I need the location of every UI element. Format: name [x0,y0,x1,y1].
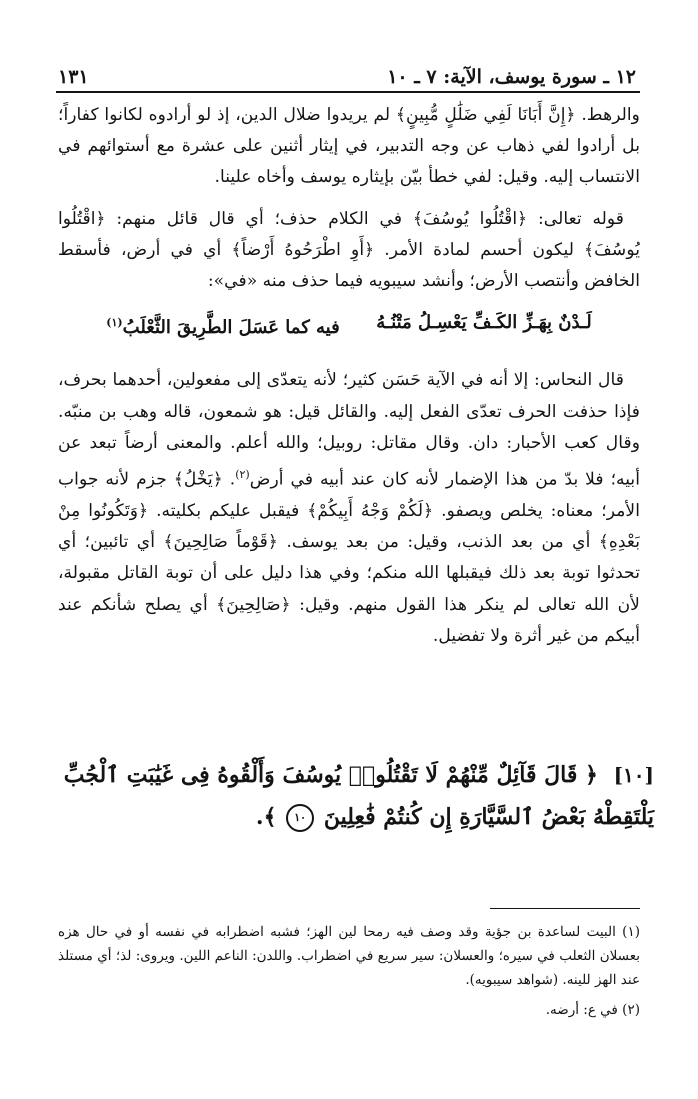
verse-text: ﴿ قَالَ قَآئِلٌ مِّنْهُمْ لَا تَقْتُلُوا۟ يُوسُفَ وَأَلْقُوهُ فِى غَيَٰبَتِ ٱلْجُبِّ يَلْتَقِطْهُ بَعْضُ ٱلسَّيَّارَةِ إِن كُنتُمْ فَٰعِلِينَ [63,762,654,830]
footnote-rule [490,908,640,909]
header-rule [56,91,640,93]
footnotes [58,920,640,1028]
ayah-end-marker: ١٠ [286,804,314,832]
footnote-ref-1: (١) [106,316,123,330]
verse-hemistich-left: فيه كما عَسَلَ الطَّرِيقَ الثَّعْلَبُ$^{(١)}$ [106,316,340,339]
commentary-body [58,100,640,662]
header-title: ١٢ ـ سورة يوسف، الآية: ٧ ـ ١٠ [387,66,636,88]
footnote-2: (٢) في ع: أرضه. [545,1002,640,1018]
verse-number: [١٠] [613,763,654,787]
paragraph-2: قوله تعالى: ﴿اقْتُلُوا يُوسُفَ﴾ في الكلام حذف؛ أي قال قائل منهم: ﴿اقْتُلُوا يُوسُفَ﴾ ليكون أحسم لمادة الأمر. ﴿أَوِ اطْرَحُوهُ أَرْضاً﴾ أي في أرض، فأسقط الخافض وأنتصب الأرض؛ وأنشد سيبويه فيما حذف منه «في»: [58,208,640,292]
paragraph-1: والرهط. ﴿إِنَّ أَبَانَا لَفِي ضَلَٰلٍ مُّبِينٍ﴾ لم يريدوا ضلال الدين، إذ لو أرادوه لكانوا كفاراً؛ بل أرادوا لفي ذهاب عن وجه التدبير، في إيثار أثنين على عشرة مع أستوائهم في الانتساب إليه. وقيل: لفي خطأ بيّن بإيثاره يوسف وأخاه علينا. [58,105,640,188]
page-number: ١٣١ [58,66,89,88]
paragraph-3: قال النحاس: إلا أنه في الآية حَسَن كثير؛ لأنه يتعدّى إلى مفعولين، أحدهما بحرف، فإذا حذفت الحرف تعدّى الفعل إليه. والقائل قيل: هو شمعون، قاله وهب بن منبّه. وقال كعب الأحبار: دان. وقال مقاتل: روبيل؛ والله أعلم. والمعنى أرضاً تبعد عن أبيه؛ فلا بدّ من هذا الإضمار لأنه كان عند أبيه في أرض$^{(٢)}$. ﴿يَخْلُ﴾ جزم لأنه جواب الأمر؛ معناه: يخلص ويصفو. ﴿لَكُمْ وَجْهُ أَبِيكُمْ﴾ فيقبل عليكم بكليته. ﴿وَتَكُونُوا مِنْ بَعْدِهِ﴾ أي من بعد الذنب، وقيل: من بعد يوسف. ﴿قَوْماً صَالِحِينَ﴾ أي تائبين؛ أي تحدثوا توبة بعد ذلك فيقبلها الله منكم؛ وفي هذا دليل على أن توبة القاتل مقبولة، لأن الله تعالى لم ينكر هذا القول منهم. وقيل: ﴿صَالِحِينَ﴾ أي يصلح شأنكم عند أبيكم من غير أثرة ولا تفضيل. [58,370,640,646]
quran-verse-block [58,754,654,838]
poetry-verse [88,307,610,343]
footnote-ref-2: (٢) [235,468,250,482]
verse-hemistich-right: لَـدْنٌ بِهَـزِّ الكَـفِّ يَعْسِـلُ مَتْنُـهُ [376,312,592,334]
footnote-1: (١) البيت لساعدة بن جؤية وقد وصف فيه رمحا لين الهز؛ فشبه اضطرابه في نفسه أو في حال هزه بعسلان الثعلب في سيره؛ والعسلان: سير سريع في اضطراب. واللدن: الناعم اللين. ويروى: لذ؛ أي مستلذ عند الهز للينه. (شواهد سيبويه). [58,924,640,988]
verse-closing: ﴾. [255,804,277,830]
running-header [58,58,636,88]
